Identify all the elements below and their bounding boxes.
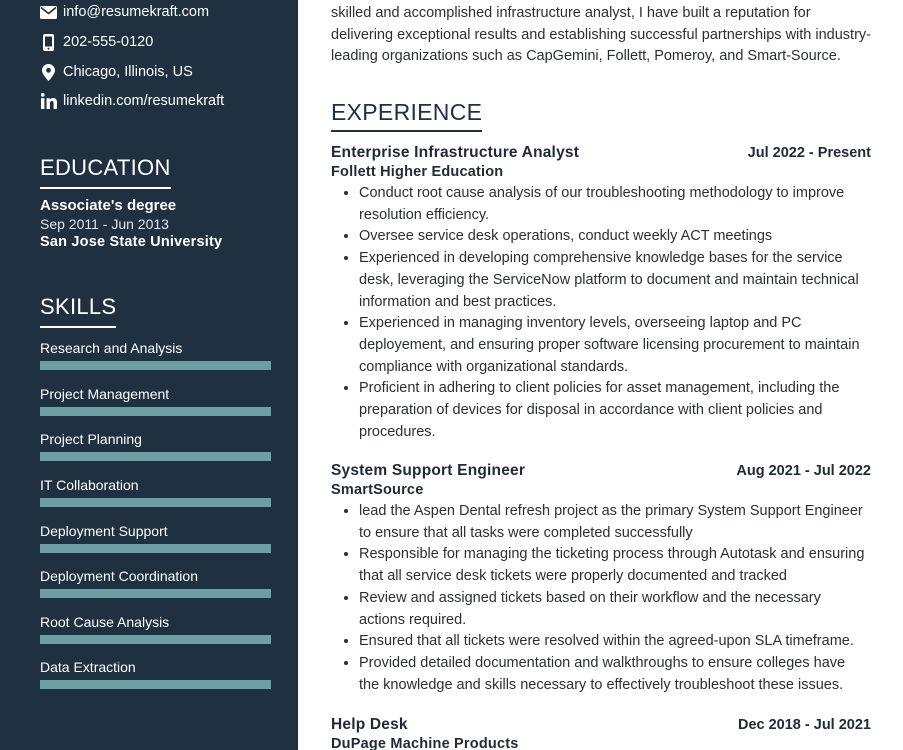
skill-label: Root Cause Analysis	[40, 614, 170, 630]
experience-heading: EXPERIENCE	[331, 99, 482, 132]
sidebar	[0, 0, 298, 750]
skill-bar	[40, 635, 271, 644]
job-bullets	[331, 183, 869, 443]
skill-bar	[40, 544, 271, 553]
job-bullet: • Ensured that all tickets were resolved within the agreed-upon SLA timeframe.	[359, 631, 869, 653]
job-company: Follett Higher Education	[331, 164, 504, 180]
skill-label: Deployment Coordination	[40, 568, 198, 584]
education-dates: Sep 2011 - Jun 2013	[40, 216, 169, 232]
education-heading: EDUCATION	[40, 155, 171, 189]
job-dates: Jul 2022 - Present	[747, 145, 871, 161]
contact-linkedin	[40, 90, 224, 112]
skill-bar	[40, 680, 271, 689]
skill-label: IT Collaboration	[40, 477, 139, 493]
skill-item	[40, 338, 271, 358]
job-bullet: • Oversee service desk operations, conduct weekly ACT meetings	[359, 226, 869, 248]
skill-item	[40, 657, 271, 677]
skill-label: Research and Analysis	[40, 340, 183, 356]
education-degree: Associate's degree	[40, 197, 177, 214]
education-school: San Jose State University	[40, 234, 223, 250]
linkedin-text[interactable]: linkedin.com/resumekraft	[63, 93, 225, 109]
job-bullet: • Conduct root cause analysis of our troubleshooting methodology to improve resolution efficiency.	[359, 183, 869, 226]
job-company: SmartSource	[331, 482, 424, 498]
skill-item	[40, 429, 271, 449]
skill-label: Project Planning	[40, 431, 142, 447]
job-company: DuPage Machine Products	[331, 736, 519, 750]
skill-bar	[40, 361, 271, 370]
job-dates: Dec 2018 - Jul 2021	[737, 717, 871, 733]
skill-label: Data Extraction	[40, 659, 136, 675]
job-bullet: • Provided detailed documentation and walkthroughs to ensure colleges have the knowledge and skills necessary to effectively troubleshoot these issues.	[359, 653, 869, 696]
envelope-icon	[40, 4, 57, 21]
job-entry	[331, 716, 871, 750]
skill-bar	[40, 589, 271, 598]
skill-item	[40, 384, 271, 404]
skill-item	[40, 475, 271, 495]
skill-bar	[40, 407, 271, 416]
skill-bar	[40, 452, 271, 461]
skills-heading: SKILLS	[40, 294, 116, 328]
profile-summary: skilled and accomplished infrastructure analyst, I have built a reputation for delivering exceptional results and establishing successful partnerships with industry-leading organizations such as CapGemini, Follett, Pomeroy, and Smart-Source.	[331, 5, 871, 64]
phone-icon	[40, 34, 57, 51]
job-title: Help Desk	[331, 716, 408, 733]
job-bullet: • Review and assigned tickets based on their workflow and the necessary actions required.	[359, 588, 869, 631]
skill-bar	[40, 498, 271, 507]
job-title: Enterprise Infrastructure Analyst	[331, 144, 580, 161]
skill-item	[40, 612, 271, 632]
job-title: System Support Engineer	[331, 462, 526, 479]
linkedin-icon	[40, 93, 57, 110]
skill-item	[40, 566, 271, 586]
phone-text: 202-555-0120	[63, 34, 154, 50]
contact-location	[40, 61, 193, 83]
skill-label: Deployment Support	[40, 523, 168, 539]
job-entry	[331, 462, 871, 702]
job-bullet: • lead the Aspen Dental refresh project as the primary System Support Engineer to ensure that all tasks were completed successfully	[359, 501, 869, 544]
job-bullet: • Experienced in managing inventory levels, overseeing laptop and PC deployement, and ensuring proper software licensing procurement to maintain compliance with organizational standards.	[359, 313, 869, 378]
skill-item	[40, 521, 271, 541]
job-entry	[331, 144, 871, 444]
contact-email	[40, 1, 209, 23]
contact-phone	[40, 31, 153, 53]
email-text[interactable]: info@resumekraft.com	[63, 4, 210, 20]
job-bullet: • Proficient in adhering to client policies for asset management, including the preparation of devices for disposal in accordance with client policies and procedures.	[359, 378, 869, 443]
location-text: Chicago, Illinois, US	[63, 64, 193, 80]
job-bullets	[331, 501, 869, 696]
map-pin-icon	[40, 64, 57, 81]
job-bullet: • Responsible for managing the ticketing process through Autotask and ensuring that all service desk tickets were properly documented and tracked	[359, 544, 869, 587]
job-dates: Aug 2021 - Jul 2022	[736, 463, 871, 479]
job-bullet: • Experienced in developing comprehensive knowledge bases for the service desk, leveraging the ServiceNow platform to document and maintain technical information and best practices.	[359, 248, 869, 313]
skill-label: Project Management	[40, 386, 170, 402]
